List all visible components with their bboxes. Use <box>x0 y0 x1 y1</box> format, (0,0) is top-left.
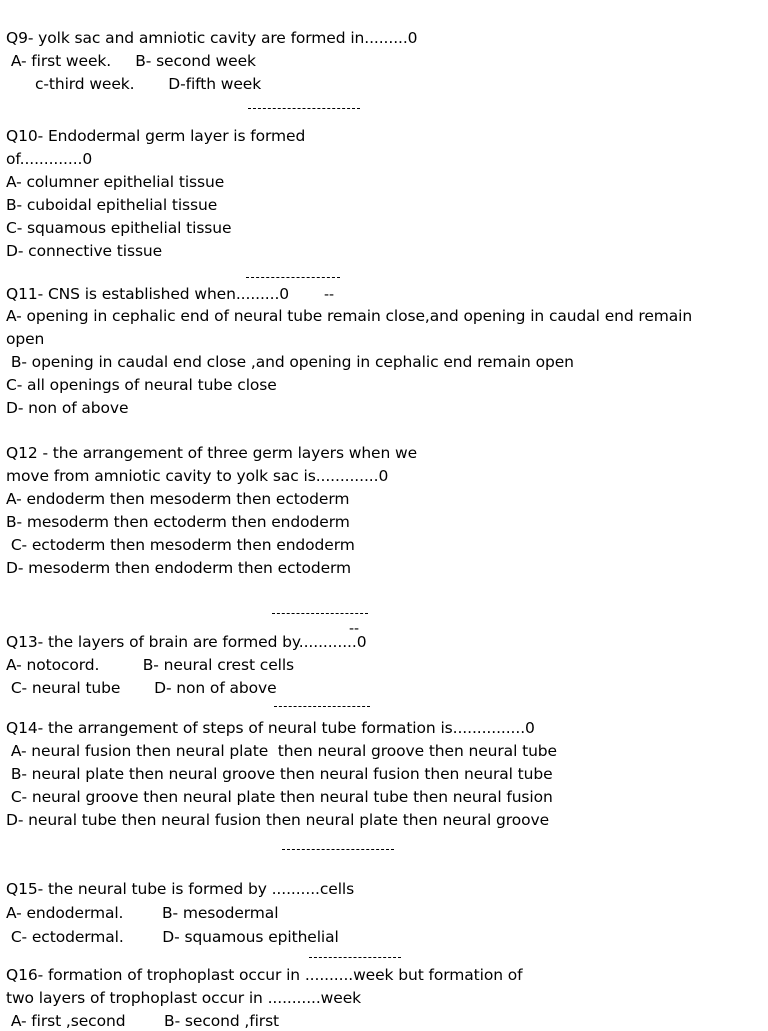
q9-options-cd: c-third week. D-fifth week <box>6 75 262 93</box>
q13-options-ab: A- notocord. B- neural crest cells <box>6 656 295 674</box>
q16-question-cont: two layers of trophoplast occur in ...........week <box>6 989 362 1007</box>
q10-option-d: D- connective tissue <box>6 242 163 260</box>
q14-question: Q14- the arrangement of steps of neural tube formation is...............0 <box>6 719 535 737</box>
q12-option-a: A- endoderm then mesoderm then ectoderm <box>6 490 350 508</box>
q15-options-ab: A- endodermal. B- mesodermal <box>6 904 279 922</box>
separator <box>309 957 401 958</box>
q11-option-a: A- opening in cephalic end of neural tube remain close,and opening in caudal end remain <box>6 307 693 325</box>
q11-option-a-cont: open <box>6 330 45 348</box>
q12-question: Q12 - the arrangement of three germ layers when we <box>6 444 418 462</box>
q10-option-a: A- columner epithelial tissue <box>6 173 225 191</box>
q16-question: Q16- formation of trophoplast occur in ..........week but formation of <box>6 966 523 984</box>
q11-option-b: B- opening in caudal end close ,and opening in cephalic end remain open <box>6 353 574 371</box>
q13-question: Q13- the layers of brain are formed by............0 <box>6 633 367 651</box>
q10-option-b: B- cuboidal epithelial tissue <box>6 196 218 214</box>
q15-question: Q15- the neural tube is formed by ..........cells <box>6 880 355 898</box>
q14-option-d: D- neural tube then neural fusion then neural plate then neural groove <box>6 811 550 829</box>
q14-option-a: A- neural fusion then neural plate then neural groove then neural tube <box>6 742 557 760</box>
q9-question: Q9- yolk sac and amniotic cavity are formed in.........0 <box>6 29 418 47</box>
stray-mark: -- <box>324 287 335 303</box>
q10-question-cont: of.............0 <box>6 150 93 168</box>
q10-option-c: C- squamous epithelial tissue <box>6 219 232 237</box>
stray-mark: -- <box>349 621 360 637</box>
separator <box>274 706 370 707</box>
q13-options-cd: C- neural tube D- non of above <box>6 679 277 697</box>
q14-option-c: C- neural groove then neural plate then neural tube then neural fusion <box>6 788 553 806</box>
q10-question: Q10- Endodermal germ layer is formed <box>6 127 306 145</box>
q11-option-d: D- non of above <box>6 399 129 417</box>
q14-option-b: B- neural plate then neural groove then neural fusion then neural tube <box>6 765 553 783</box>
separator <box>246 277 340 278</box>
q11-question: Q11- CNS is established when.........0 <box>6 285 290 303</box>
q16-options-ab: A- first ,second B- second ,first <box>6 1012 280 1030</box>
separator <box>272 613 368 614</box>
q11-option-c: C- all openings of neural tube close <box>6 376 277 394</box>
q12-option-d: D- mesoderm then endoderm then ectoderm <box>6 559 352 577</box>
q12-option-b: B- mesoderm then ectoderm then endoderm <box>6 513 350 531</box>
separator <box>282 849 394 850</box>
q12-option-c: C- ectoderm then mesoderm then endoderm <box>6 536 355 554</box>
separator <box>248 108 360 109</box>
q15-options-cd: C- ectodermal. D- squamous epithelial <box>6 928 339 946</box>
q9-options-ab: A- first week. B- second week <box>6 52 256 70</box>
q12-question-cont: move from amniotic cavity to yolk sac is.............0 <box>6 467 389 485</box>
